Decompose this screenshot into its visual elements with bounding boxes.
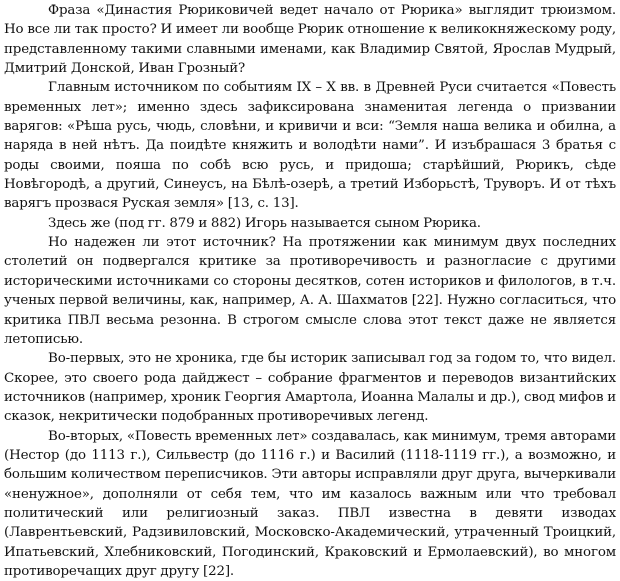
paragraph-intro: Фраза «Династия Рюриковичей ведет начало от Рюрика» выглядит трюизмом. Но все ли так просто? И имеет ли вообще Рюрик отношение к великокняжескому роду, представленному такими славными именами, как Владимир Святой, Ярослав Мудрый, Дмитрий Донской, Иван Грозный? — [4, 3, 616, 77]
paragraph-firstly: Во-первых, это не хроника, где бы историк записывал год за годом то, что видел. Скорее, это своего рода дайджест – собрание фрагментов и переводов византийских источников (например, хроник Георгия Амартола, Иоанна Малалы и др.), свод мифов и сказок, некритически подобранных противоречивых легенд. — [4, 351, 616, 425]
paragraph-secondly: Во-вторых, «Повесть временных лет» создавалась, как минимум, тремя авторами (Нестор (до 1113 г.), Сильвестр (до 1116 г.) и Василий (1118-1119 гг.), а возможно, и большим количеством переписчиков. Эти авторы исправляли друг друга, вычеркивали «ненужное», дополняли от себя тем, что им казалось важным или что требовал политический или религиозный заказ. ПВЛ известна в девяти изводах (Лаврентьевский, Радзивиловский, Московско-Академический, утраченный Троицкий, Ипатьевский, Хлебниковский, Погодинский, Краковский и Ермолаевский), во многом противоречащих друг другу [22]. — [4, 428, 616, 579]
paragraph-criticism: Но надежен ли этот источник? На протяжении как минимум двух последних столетий он подвергался критике за противоречивость и разногласие с другими историческими источниками со стороны десятков, сотен историков и филологов, в т.ч. ученых первой величины, как, например, А. А. Шахматов [22]. Нужно согласиться, что критика ПВЛ весьма резонна. В строгом смысле слова этот текст даже не является летописью. — [4, 235, 616, 347]
paragraph-primary-source: Главным источником по событиям IX – X вв. в Древней Руси считается «Повесть временных лет»; именно здесь зафиксирована знаменитая легенда о призвании варягов: «Рѣша русь, чюдь, словѣни, и кривичи и вси: “Земля наша велика и обилна, а наряда в ней нѣтъ. Да поидѣте княжить и володѣти нами”. И изъбрашася 3 братья с роды своими, пояша по собѣ всю русь, и придоша; старѣйший, Рюрикъ, сѣде Новѣгородѣ, а другий, Синеусъ, на Бѣлѣ-озерѣ, а третий Изборьстѣ, Труворъ. И от тѣхъ варягъ прозвася Руская земля» [13, с. 13]. — [4, 80, 616, 212]
paragraph-igor: Здесь же (под гг. 879 и 882) Игорь называется сыном Рюрика. — [48, 215, 481, 231]
